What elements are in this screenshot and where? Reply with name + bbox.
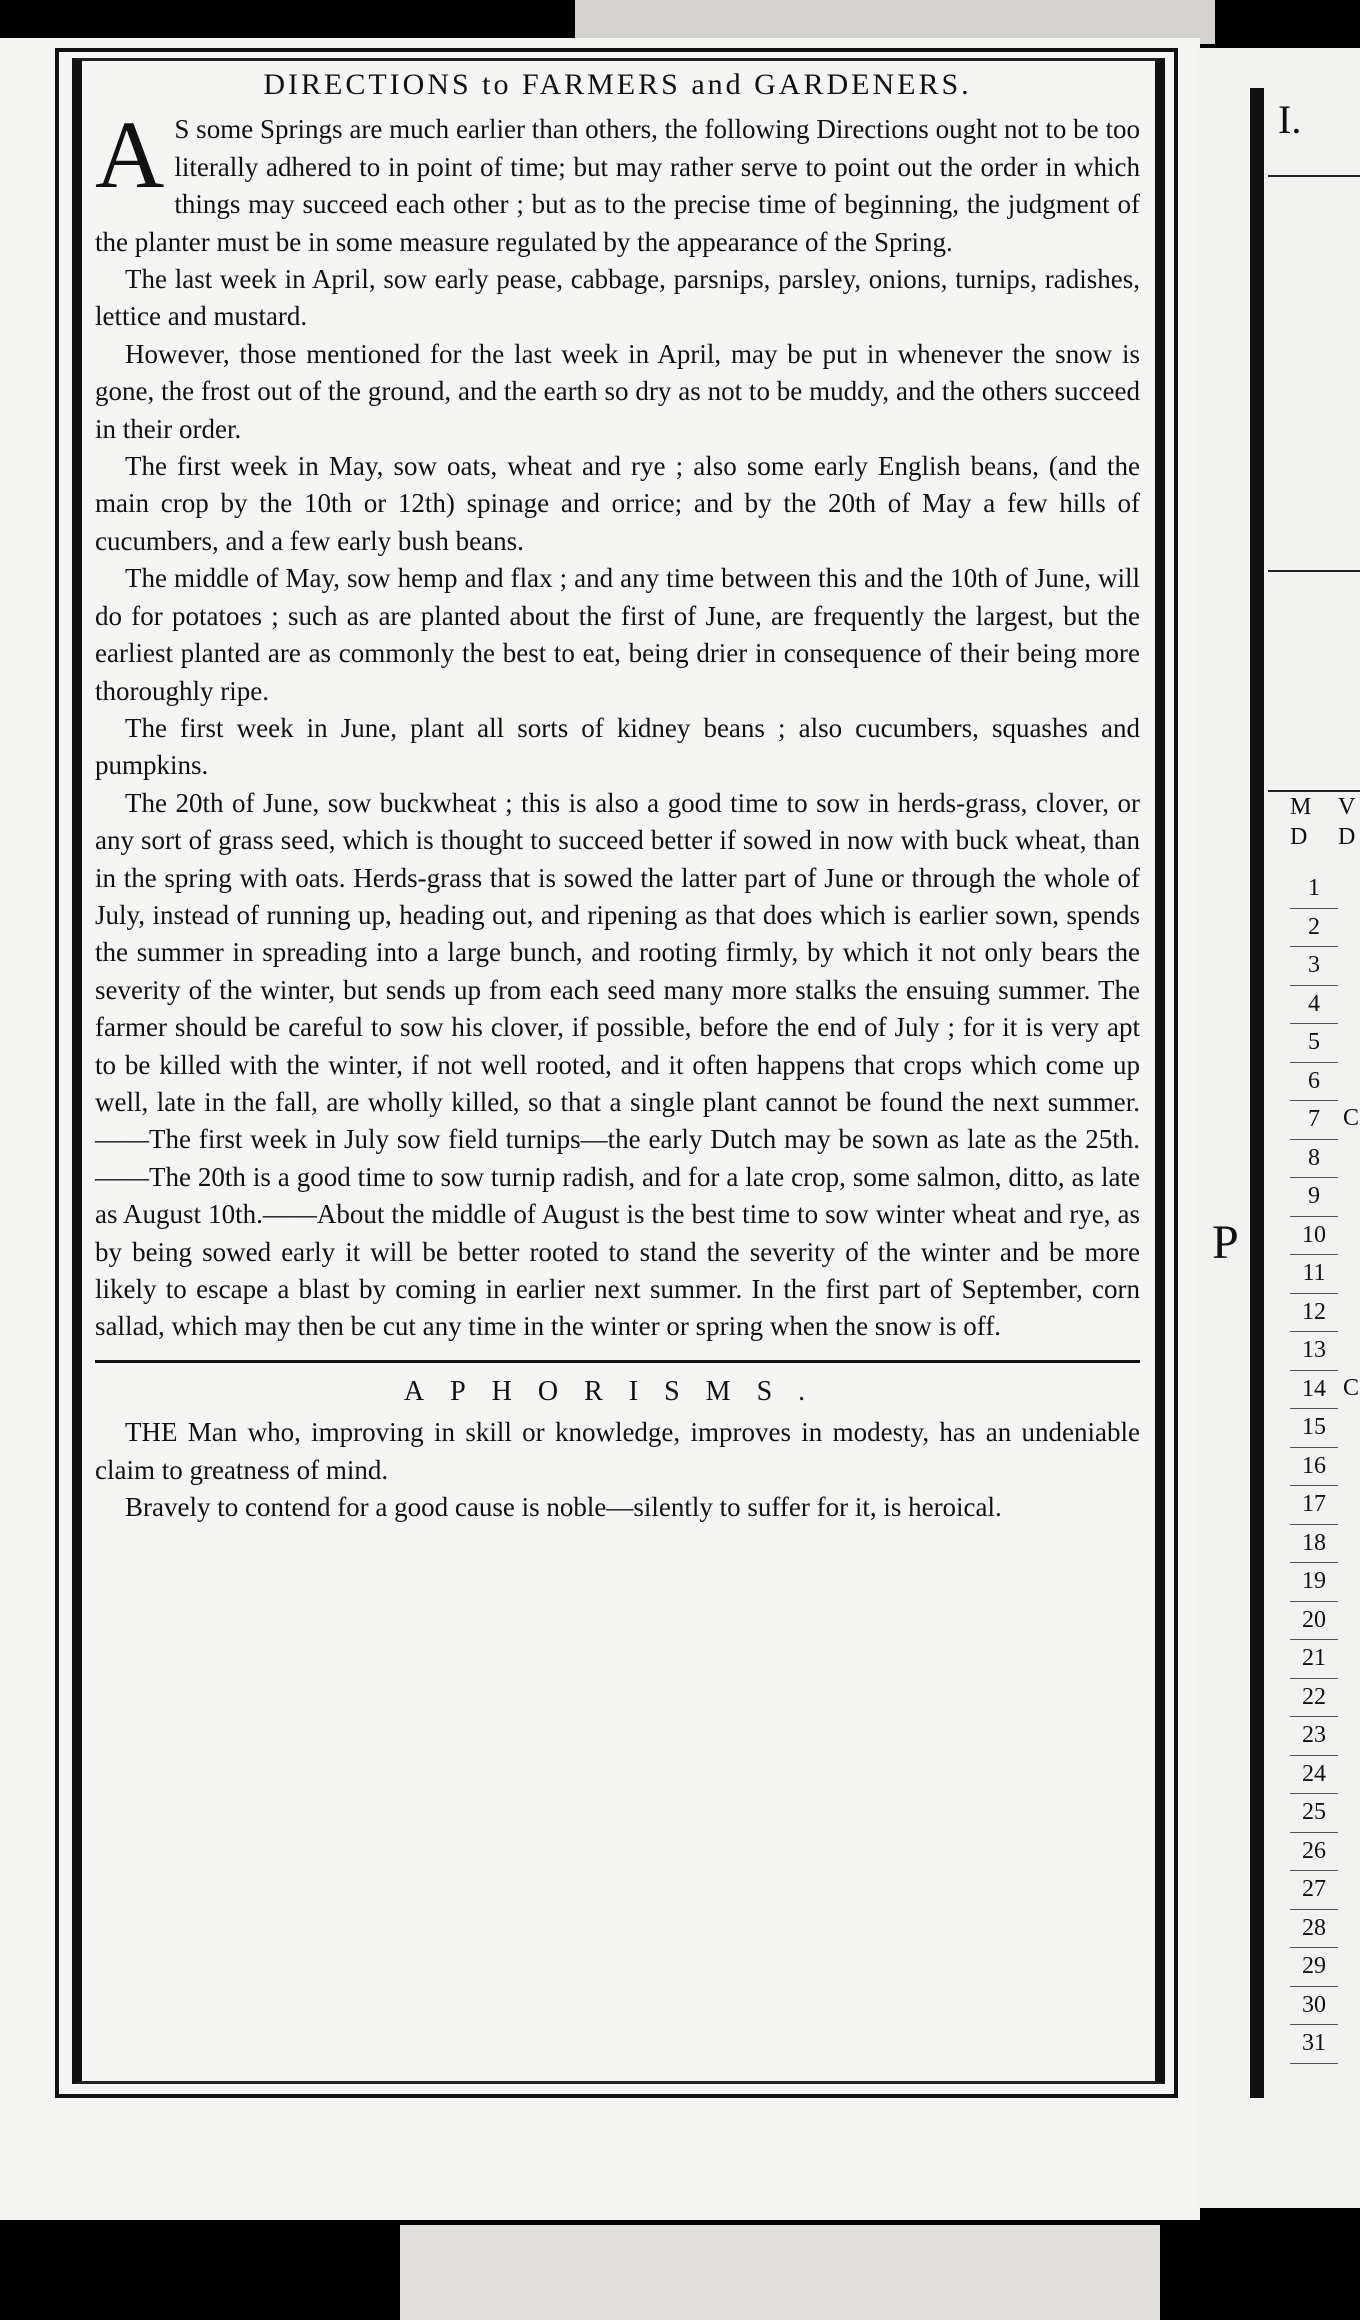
day-number: 25 (1290, 1794, 1338, 1833)
day-number: 20 (1290, 1602, 1338, 1641)
article-body (95, 62, 1140, 1526)
paragraph-text: S some Springs are much earlier than others, the following Directions ought not to be too literally adhered to in point of time; but may rather serve to point out the order in which things may succeed each other ; but as to the precise time of beginning, the judgment of the planter must be in some measure regulated by the appearance of the Spring. (95, 114, 1140, 257)
week-day-header: V D (1338, 794, 1356, 850)
drop-cap: A (95, 101, 165, 209)
day-number: 1 (1290, 870, 1338, 909)
day-number: 18 (1290, 1525, 1338, 1564)
paragraph-middle-may: The middle of May, sow hemp and flax ; and any time between this and the 10th of June, will do for potatoes ; such as are planted about the first of June, are frequently the largest, but the earliest planted are as commonly the best to eat, being drier in consequence of their being more thoroughly ripe. (95, 563, 1140, 706)
paragraph-may: The first week in May, sow oats, wheat and rye ; also some early English beans, (and the main crop by the 10th or 12th) spinage and orrice; and by the 20th of May a few hills of cucumbers, and a few early bush beans. (95, 451, 1140, 556)
day-number: 6 (1290, 1063, 1338, 1102)
paragraph-april: The last week in April, sow early pease, cabbage, parsnips, parsley, onions, turnips, radishes, lettice and mustard. (95, 264, 1140, 332)
page-title: DIRECTIONS to FARMERS and GARDENERS. (263, 68, 972, 101)
day-number: 21 (1290, 1640, 1338, 1679)
right-page-rule (1268, 570, 1360, 572)
bottom-paper-strip (400, 2225, 1160, 2320)
page-numeral: I. (1278, 97, 1302, 142)
day-number: 19 (1290, 1563, 1338, 1602)
aphorisms-title: APHORISMS. (403, 1375, 832, 1407)
day-number: 23 (1290, 1717, 1338, 1756)
day-number: 26 (1290, 1833, 1338, 1872)
day-number: 30 (1290, 1987, 1338, 2026)
day-number: 29 (1290, 1948, 1338, 1987)
month-day-header: M D (1290, 794, 1312, 850)
day-number: 4 (1290, 986, 1338, 1025)
calendar-mark: C (1343, 1375, 1360, 1401)
right-page-rule (1268, 175, 1360, 177)
day-number: 15 (1290, 1409, 1338, 1448)
day-number: 24 (1290, 1756, 1338, 1795)
directions-intro (95, 101, 1140, 261)
day-number: 31 (1290, 2025, 1338, 2064)
day-number: 3 (1290, 947, 1338, 986)
day-number-column (1290, 870, 1338, 2064)
paragraph-snow: However, those mentioned for the last week in April, may be put in whenever the snow is gone, the frost out of the ground, and the earth so dry as not to be muddy, and the others succeed in their order. (95, 338, 1140, 444)
right-page-border (1250, 88, 1264, 2098)
day-number: 11 (1290, 1255, 1338, 1294)
section-divider (95, 1360, 1140, 1363)
day-number: 2 (1290, 909, 1338, 948)
day-number: 13 (1290, 1332, 1338, 1371)
day-number: 17 (1290, 1486, 1338, 1525)
day-number: 8 (1290, 1140, 1338, 1179)
paragraph-buckwheat: The 20th of June, sow buckwheat ; this is also a good time to sow in herds-grass, clover, or any sort of grass seed, which is thought to succeed better if sowed in now with buck wheat, than in the spring with oats. Herds-grass that is sowed the latter part of June or through the whole of July, instead of running up, heading out, and ripening as that does which is earlier sown, spends the summer in spreading into a large bunch, and rooting firmly, by which it not only bears the severity of the winter, but sends up from each seed many more stalks the ensuing summer. The farmer should be careful to sow his clover, if possible, before the end of July ; for it is very apt to be killed with the winter, if not well rooted, and it often happens that crops which come up well, late in the fall, are wholly killed, so that a single plant cannot be found the next summer.——The first week in July sow field turnips—the early Dutch may be sown as late as the 25th.——The 20th is a good time to sow turnip radish, and for a late crop, some salmon, ditto, as late as August 10th.——About the middle of August is the best time to sow winter wheat and rye, as by being sowed early it will be better rooted to stand the severity of the winter and be more likely to escape a blast by coming in earlier next summer. In the first part of September, corn sallad, which may then be cut any time in the winter or spring when the snow is off. (95, 787, 1140, 1342)
day-number: 9 (1290, 1178, 1338, 1217)
day-number: 14 (1290, 1371, 1338, 1410)
aphorism-modesty: THE Man who, improving in skill or knowledge, improves in modesty, has an undeniable claim to greatness of mind. (95, 1417, 1140, 1485)
day-number: 22 (1290, 1679, 1338, 1718)
day-number: 16 (1290, 1448, 1338, 1487)
day-number: 10 (1290, 1217, 1338, 1256)
calendar-mark: C (1343, 1105, 1360, 1131)
day-number: 27 (1290, 1871, 1338, 1910)
paragraph-june: The first week in June, plant all sorts of kidney beans ; also cucumbers, squashes and pumpkins. (95, 712, 1140, 781)
day-number: 28 (1290, 1910, 1338, 1949)
aphorism-noble: Bravely to contend for a good cause is noble—silently to suffer for it, is heroical. (125, 1492, 1002, 1523)
day-number: 5 (1290, 1024, 1338, 1063)
day-number: 12 (1290, 1294, 1338, 1333)
library-stamp: P (1212, 1216, 1239, 1269)
day-number: 7 (1290, 1101, 1338, 1140)
